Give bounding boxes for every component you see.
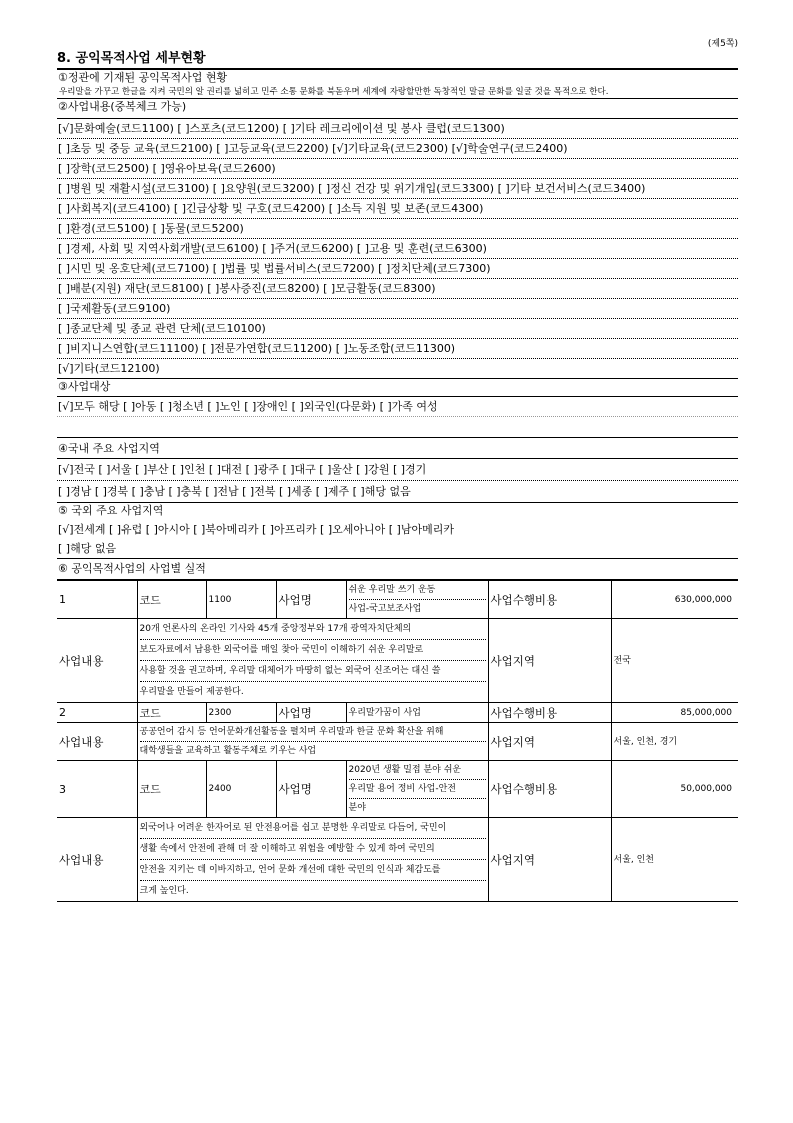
- s5-row-2: [ ]해당 없음: [57, 539, 738, 559]
- project-3-no: 3: [57, 761, 137, 818]
- table-row: [57, 619, 738, 703]
- cost-label: 사업수행비용: [488, 761, 611, 818]
- table-row: [57, 581, 738, 619]
- s4-row-2: [ ]경남 [ ]경북 [ ]충남 [ ]충북 [ ]전남 [ ]전북 [ ]세종 [ ]제주 [ ]해당 없음: [57, 481, 738, 503]
- project-1-cost: 630,000,000: [611, 581, 738, 619]
- project-2-content: 공공언어 감시 등 언어문화개선활동을 펼치며 우리말과 한글 문화 확산을 위해 대학생들을 교육하고 활동주체로 키우는 사업: [137, 723, 488, 761]
- s2-row-5: [ ]사회복지(코드4100) [ ]긴급상황 및 구호(코드4200) [ ]소득 지원 및 보존(코드4300): [57, 199, 738, 219]
- project-1-no: 1: [57, 581, 137, 619]
- project-2-no: 2: [57, 703, 137, 723]
- s2-row-6: [ ]환경(코드5100) [ ]동물(코드5200): [57, 219, 738, 239]
- s3-blank-row: [57, 417, 738, 438]
- project-2-code: 2300: [206, 703, 276, 723]
- region-label: 사업지역: [488, 818, 611, 902]
- project-3-code: 2400: [206, 761, 276, 818]
- code-label: 코드: [137, 581, 206, 619]
- s2-heading: ②사업내용(중복체크 가능): [57, 99, 738, 119]
- table-row: [57, 818, 738, 902]
- code-label: 코드: [137, 703, 206, 723]
- project-1-content: 20개 언론사의 온라인 기사와 45개 중앙정부와 17개 광역자치단체의 보도자료에서 남용한 외국어를 매일 찾아 국민이 이해하기 쉬운 우리말로 사용할 것을 권고하며, 우리말 대체어가 마땅히 없는 외국어 신조어는 대신 쓸 우리말을 만들어 제공한다.: [137, 619, 488, 703]
- s2-row-8: [ ]시민 및 옹호단체(코드7100) [ ]법률 및 법률서비스(코드7200) [ ]정치단체(코드7300): [57, 259, 738, 279]
- s2-row-12: [ ]비지니스연합(코드11100) [ ]전문가연합(코드11200) [ ]노동조합(코드11300): [57, 339, 738, 359]
- project-3-name: 2020년 생활 밀접 분야 쉬운 우리말 용어 정비 사업-안전 분야: [346, 761, 488, 818]
- s2-row-2: [ ]초등 및 중등 교육(코드2100) [ ]고등교육(코드2200) [√]기타교육(코드2300) [√]학술연구(코드2400): [57, 139, 738, 159]
- s2-row-7: [ ]경제, 사회 및 지역사회개발(코드6100) [ ]주거(코드6200) [ ]고용 및 훈련(코드6300): [57, 239, 738, 259]
- s4-heading: ④국내 주요 사업지역: [57, 441, 738, 459]
- section-title: 8. 공익목적사업 세부현황: [57, 50, 738, 70]
- s4-row-1: [√]전국 [ ]서울 [ ]부산 [ ]인천 [ ]대전 [ ]광주 [ ]대구 [ ]울산 [ ]강원 [ ]경기: [57, 459, 738, 481]
- table-row: [57, 761, 738, 818]
- content-label: 사업내용: [57, 619, 137, 703]
- project-3-cost: 50,000,000: [611, 761, 738, 818]
- content-label: 사업내용: [57, 723, 137, 761]
- s3-heading: ③사업대상: [57, 379, 738, 397]
- code-label: 코드: [137, 761, 206, 818]
- project-1-region: 전국: [611, 619, 738, 703]
- project-1-name: 쉬운 우리말 쓰기 운동 사업-국고보조사업: [346, 581, 488, 619]
- form-page: [57, 36, 738, 902]
- project-2-name: 우리말가꿈이 사업: [346, 703, 488, 723]
- table-row: [57, 723, 738, 761]
- s2-row-10: [ ]국제활동(코드9100): [57, 299, 738, 319]
- s5-heading: ⑤ 국외 주요 사업지역: [58, 504, 164, 517]
- region-label: 사업지역: [488, 723, 611, 761]
- page-number: (제5쪽): [707, 39, 738, 49]
- s2-row-1: [√]문화예술(코드1100) [ ]스포츠(코드1200) [ ]기타 레크리에이션 및 봉사 클럽(코드1300): [57, 119, 738, 139]
- s6-heading: ⑥ 공익목적사업의 사업별 실적: [57, 559, 738, 580]
- name-label: 사업명: [276, 581, 346, 619]
- project-2-cost: 85,000,000: [611, 703, 738, 723]
- project-3-region: 서울, 인천: [611, 818, 738, 902]
- name-label: 사업명: [276, 761, 346, 818]
- project-3-content: 외국어나 어려운 한자어로 된 안전용어를 쉽고 분명한 우리말로 다듬어, 국민이 생활 속에서 안전에 관해 더 잘 이해하고 위험을 예방할 수 있게 하여 국민의 안전을 지키는 데 이바지하고, 언어 문화 개선에 대한 국민의 인식과 체감도를 크게 높인다.: [137, 818, 488, 902]
- s1-heading: ①정관에 기재된 공익목적사업 현황: [58, 71, 228, 84]
- s3-row: [√]모두 해당 [ ]아동 [ ]청소년 [ ]노인 [ ]장애인 [ ]외국인(다문화) [ ]가족 여성: [57, 397, 738, 417]
- project-2-region: 서울, 인천, 경기: [611, 723, 738, 761]
- content-label: 사업내용: [57, 818, 137, 902]
- s2-row-4: [ ]병원 및 재활시설(코드3100) [ ]요양원(코드3200) [ ]정신 건강 및 위기개입(코드3300) [ ]기타 보건서비스(코드3400): [57, 179, 738, 199]
- s2-row-11: [ ]종교단체 및 종교 관련 단체(코드10100): [57, 319, 738, 339]
- s2-row-9: [ ]배분(지원) 재단(코드8100) [ ]봉사증진(코드8200) [ ]모금활동(코드8300): [57, 279, 738, 299]
- s2-row-13: [√]기타(코드12100): [57, 359, 738, 379]
- s1-purpose-text: 우리말을 가꾸고 한글을 지켜 국민의 알 권리를 넓히고 민주 소통 문화를 북돋우며 세계에 자랑할만한 독창적인 말글 문화를 일굴 것을 목적으로 한다.: [57, 86, 738, 99]
- table-row: [57, 703, 738, 723]
- name-label: 사업명: [276, 703, 346, 723]
- s5-row-1: [√]전세계 [ ]유럽 [ ]아시아 [ ]북아메리카 [ ]아프리카 [ ]오세아니아 [ ]남아메리카: [58, 523, 454, 536]
- region-label: 사업지역: [488, 619, 611, 703]
- s2-row-3: [ ]장학(코드2500) [ ]영유아보육(코드2600): [57, 159, 738, 179]
- project-1-code: 1100: [206, 581, 276, 619]
- cost-label: 사업수행비용: [488, 581, 611, 619]
- cost-label: 사업수행비용: [488, 703, 611, 723]
- projects-table: [57, 580, 738, 902]
